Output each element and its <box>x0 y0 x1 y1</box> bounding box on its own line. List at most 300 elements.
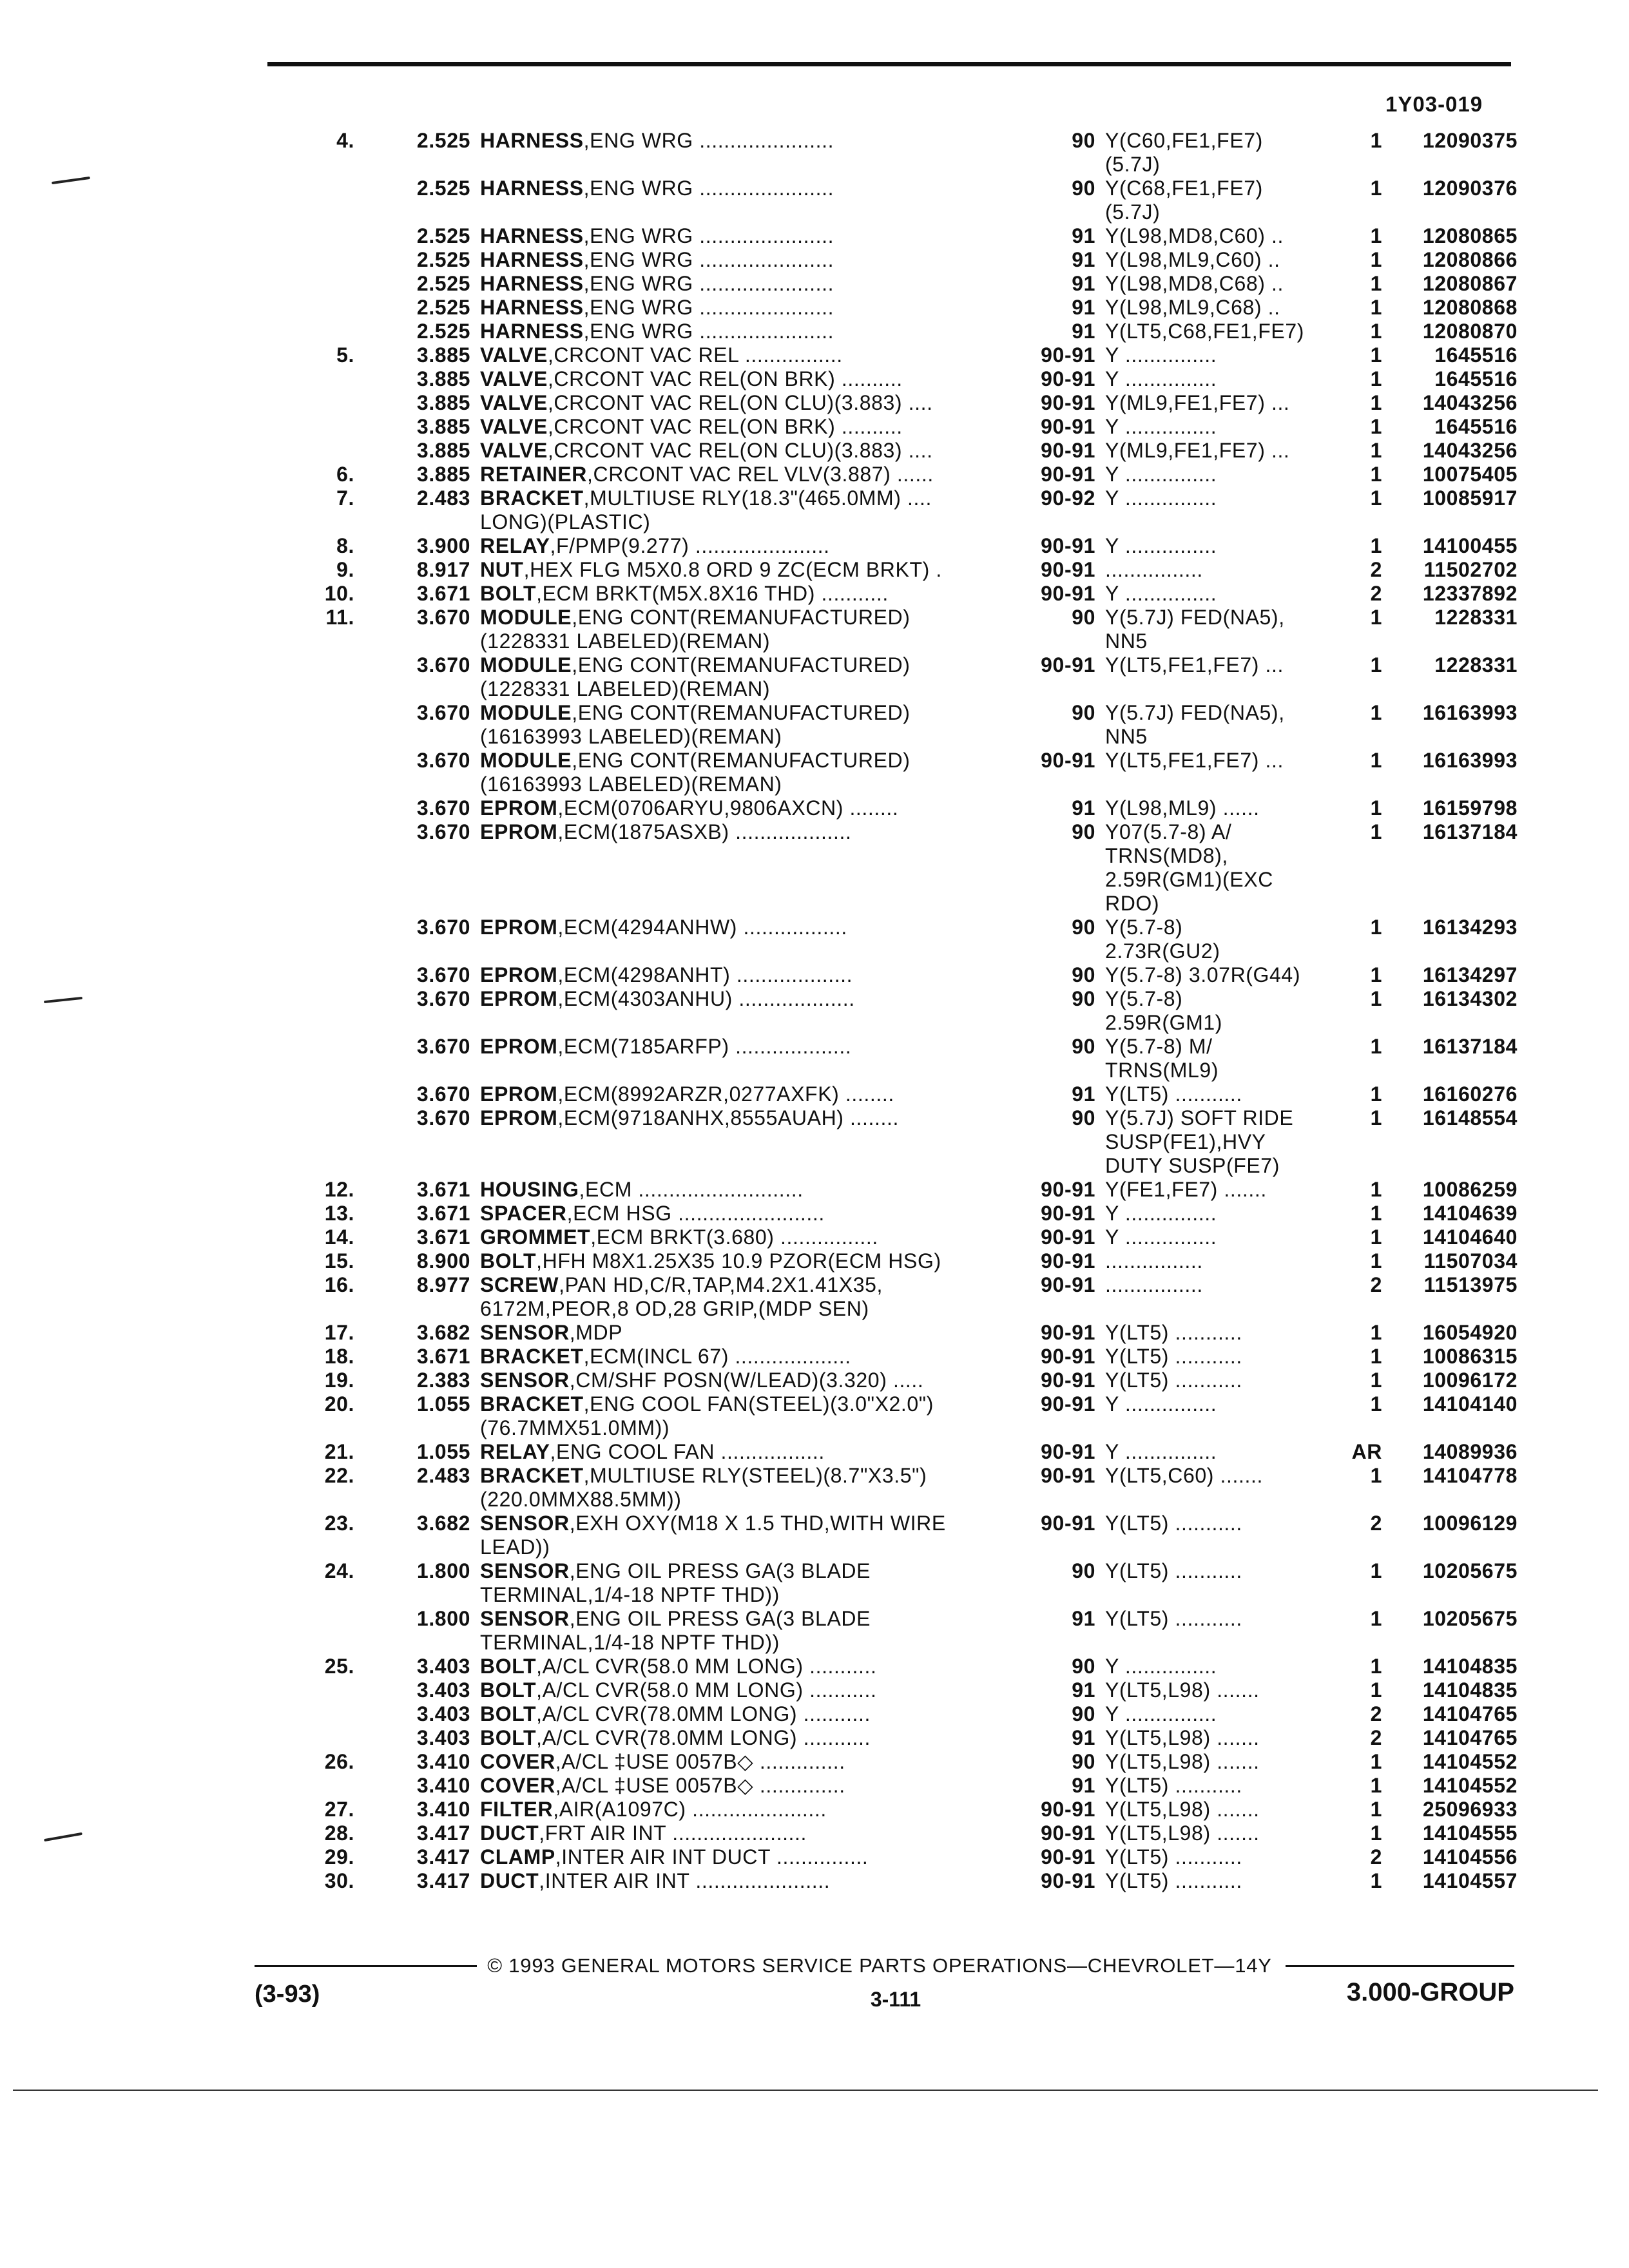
group-number: 3.670 <box>416 606 470 629</box>
quantity: 1 <box>1370 224 1382 247</box>
quantity: 1 <box>1370 463 1382 486</box>
quantity: 1 <box>1370 820 1382 843</box>
usage <box>1105 749 1331 773</box>
description-line: LONG)(PLASTIC) <box>480 510 651 533</box>
part-description <box>480 272 1018 296</box>
part-number: 1228331 <box>1434 606 1518 629</box>
usage-line: Y ............... <box>1105 582 1217 605</box>
usage-line: NN5 <box>1105 629 1148 653</box>
part-row <box>0 1869 1629 1893</box>
part-name: EPROM <box>480 963 558 986</box>
part-name: SENSOR <box>480 1369 570 1392</box>
usage-line: Y(LT5) ........... <box>1105 1369 1242 1392</box>
part-number: 14104639 <box>1422 1202 1518 1225</box>
usage-line: Y(ML9,FE1,FE7) ... <box>1105 439 1290 462</box>
part-number: 10085917 <box>1422 486 1518 510</box>
part-name: COVER <box>480 1750 555 1773</box>
description-line: LEAD)) <box>480 1535 550 1559</box>
description-line: ,EXH OXY(M18 X 1.5 THD,WITH WIRE <box>569 1512 946 1535</box>
usage-line: Y(LT5,L98) ....... <box>1105 1678 1260 1702</box>
model-year: 90 <box>1072 820 1095 843</box>
description-line: ,CRCONT VAC REL(ON BRK) .......... <box>547 367 903 390</box>
group-number: 1.055 <box>416 1392 470 1416</box>
description-line: (16163993 LABELED)(REMAN) <box>480 725 782 748</box>
part-name: VALVE <box>480 439 548 462</box>
group-number: 3.682 <box>416 1512 470 1535</box>
model-year: 90-91 <box>1041 1845 1095 1869</box>
part-description <box>480 1225 1018 1249</box>
description-line: ,INTER AIR INT DUCT ............... <box>555 1845 869 1869</box>
part-row <box>0 1750 1629 1774</box>
group-number: 2.525 <box>416 272 470 295</box>
description-line: ,MULTIUSE RLY(18.3"(465.0MM) .... <box>583 486 932 510</box>
model-year: 91 <box>1072 272 1095 295</box>
description-line: ,MULTIUSE RLY(STEEL)(8.7"X3.5") <box>583 1464 927 1487</box>
part-row <box>0 248 1629 272</box>
part-row <box>0 320 1629 343</box>
part-description <box>480 1464 1018 1512</box>
part-row <box>0 343 1629 367</box>
usage-line: Y(LT5,FE1,FE7) ... <box>1105 653 1284 677</box>
part-name: RELAY <box>480 1440 550 1463</box>
group-number: 2.525 <box>416 224 470 247</box>
group-number: 3.885 <box>416 367 470 390</box>
part-name: MODULE <box>480 653 572 677</box>
quantity: 1 <box>1370 963 1382 986</box>
item-number: 30. <box>324 1869 354 1892</box>
usage-line: Y ............... <box>1105 534 1217 557</box>
group-number: 3.671 <box>416 1202 470 1225</box>
description-line: ,ENG WRG ...................... <box>583 272 834 295</box>
usage <box>1105 463 1331 486</box>
part-number: 14104765 <box>1422 1726 1518 1749</box>
part-name: BRACKET <box>480 1464 584 1487</box>
model-year: 90-91 <box>1041 1392 1095 1416</box>
usage-line: TRNS(MD8), <box>1105 844 1228 867</box>
part-number: 12080870 <box>1422 320 1518 343</box>
model-year: 90-91 <box>1041 1321 1095 1344</box>
description-line: ,ECM HSG ........................ <box>566 1202 825 1225</box>
model-year: 90-91 <box>1041 367 1095 390</box>
usage-line: Y ............... <box>1105 1392 1217 1416</box>
part-description <box>480 701 1018 749</box>
quantity: 1 <box>1370 1392 1382 1416</box>
description-line: TERMINAL,1/4-18 NPTF THD)) <box>480 1631 780 1654</box>
part-number: 14043256 <box>1422 391 1518 414</box>
description-line: (220.0MMX88.5MM)) <box>480 1488 682 1511</box>
item-number: 15. <box>324 1249 354 1273</box>
part-row <box>0 1845 1629 1869</box>
part-name: HOUSING <box>480 1178 579 1201</box>
quantity: 2 <box>1370 582 1382 605</box>
part-description <box>480 606 1018 653</box>
quantity: 1 <box>1370 1082 1382 1106</box>
part-name: EPROM <box>480 1106 558 1129</box>
model-year: 90 <box>1072 1035 1095 1058</box>
usage-line: ................ <box>1105 1273 1203 1296</box>
usage-line: Y ............... <box>1105 343 1217 367</box>
usage-line: Y(5.7-8) <box>1105 916 1183 939</box>
part-description <box>480 653 1018 701</box>
usage-line: Y(LT5,L98) ....... <box>1105 1821 1260 1845</box>
usage-line: Y(LT5,L98) ....... <box>1105 1750 1260 1773</box>
part-name: HARNESS <box>480 177 584 200</box>
quantity: 1 <box>1370 1774 1382 1797</box>
parts-list <box>0 129 1629 1893</box>
model-year: 91 <box>1072 224 1095 247</box>
part-number: 14104765 <box>1422 1702 1518 1725</box>
group-number: 3.403 <box>416 1655 470 1678</box>
group-number: 3.410 <box>416 1774 470 1797</box>
usage <box>1105 486 1331 510</box>
part-row <box>0 582 1629 606</box>
part-description <box>480 916 1018 939</box>
usage <box>1105 606 1331 653</box>
usage-line: NN5 <box>1105 725 1148 748</box>
quantity: 1 <box>1370 1369 1382 1392</box>
item-number: 25. <box>324 1655 354 1678</box>
part-number: 1645516 <box>1434 367 1518 390</box>
part-number: 1645516 <box>1434 343 1518 367</box>
part-description <box>480 1869 1018 1893</box>
usage <box>1105 1702 1331 1726</box>
part-number: 1645516 <box>1434 415 1518 438</box>
part-description <box>480 1559 1018 1607</box>
usage-line: ................ <box>1105 1249 1203 1273</box>
part-name: MODULE <box>480 606 572 629</box>
group-number: 3.670 <box>416 1035 470 1058</box>
part-name: CLAMP <box>480 1845 555 1869</box>
usage-line: 2.59R(GM1)(EXC <box>1105 868 1273 891</box>
part-number: 12080868 <box>1422 296 1518 319</box>
quantity: 1 <box>1370 796 1382 820</box>
part-description <box>480 1750 1018 1774</box>
description-line: ,ECM(4303ANHU) ................... <box>557 987 855 1010</box>
part-description <box>480 1106 1018 1130</box>
part-description <box>480 558 1018 582</box>
model-year: 90-91 <box>1041 1821 1095 1845</box>
part-row <box>0 1225 1629 1249</box>
top-rule <box>267 62 1511 66</box>
part-description <box>480 296 1018 320</box>
part-number: 12080867 <box>1422 272 1518 295</box>
group-number: 3.670 <box>416 796 470 820</box>
group-number: 3.670 <box>416 963 470 986</box>
group-number: 2.383 <box>416 1369 470 1392</box>
usage <box>1105 1369 1331 1392</box>
part-row <box>0 1726 1629 1750</box>
part-row <box>0 1512 1629 1559</box>
part-description <box>480 963 1018 987</box>
usage-line: Y ............... <box>1105 486 1217 510</box>
usage-line: Y ............... <box>1105 1655 1217 1678</box>
usage <box>1105 1821 1331 1845</box>
footer-rule-right <box>1286 1965 1514 1967</box>
model-year: 90 <box>1072 987 1095 1010</box>
part-row <box>0 1369 1629 1392</box>
description-line: ,MDP <box>569 1321 623 1344</box>
model-year: 90-91 <box>1041 1225 1095 1249</box>
group-number: 2.483 <box>416 486 470 510</box>
usage <box>1105 1345 1331 1369</box>
part-row <box>0 1345 1629 1369</box>
part-description <box>480 749 1018 796</box>
part-description <box>480 820 1018 844</box>
group-number: 3.417 <box>416 1869 470 1892</box>
model-year: 90-91 <box>1041 1178 1095 1201</box>
item-number: 6. <box>336 463 354 486</box>
part-name: VALVE <box>480 391 548 414</box>
group-number: 3.682 <box>416 1321 470 1344</box>
quantity: 1 <box>1370 1678 1382 1702</box>
group-number: 3.403 <box>416 1702 470 1725</box>
part-name: SENSOR <box>480 1559 570 1582</box>
part-description <box>480 129 1018 153</box>
part-name: BOLT <box>480 1655 537 1678</box>
usage-line: Y(LT5,L98) ....... <box>1105 1798 1260 1821</box>
usage-line: Y(5.7J) FED(NA5), <box>1105 701 1285 724</box>
part-number: 14104557 <box>1422 1869 1518 1892</box>
model-year: 91 <box>1072 796 1095 820</box>
usage-line: Y ............... <box>1105 1225 1217 1249</box>
usage-line: Y(FE1,FE7) ....... <box>1105 1178 1267 1201</box>
model-year: 91 <box>1072 1726 1095 1749</box>
usage-line: Y(L98,MD8,C60) .. <box>1105 224 1284 247</box>
model-year: 90-91 <box>1041 415 1095 438</box>
quantity: 1 <box>1370 1821 1382 1845</box>
part-name: HARNESS <box>480 224 584 247</box>
group-number: 3.670 <box>416 987 470 1010</box>
group-number: 3.671 <box>416 1345 470 1368</box>
item-number: 27. <box>324 1798 354 1821</box>
description-line: ,ECM BRKT(3.680) ................ <box>590 1225 878 1249</box>
usage-line: DUTY SUSP(FE7) <box>1105 1154 1280 1177</box>
usage <box>1105 1249 1331 1273</box>
usage <box>1105 916 1331 963</box>
usage-line: Y(LT5) ........... <box>1105 1321 1242 1344</box>
usage-line: Y(L98,ML9,C60) .. <box>1105 248 1280 271</box>
model-year: 91 <box>1072 1082 1095 1106</box>
part-description <box>480 1678 1018 1702</box>
usage-line: 2.59R(GM1) <box>1105 1011 1223 1034</box>
part-name: SENSOR <box>480 1607 570 1630</box>
part-name: BRACKET <box>480 1392 584 1416</box>
part-number: 16134302 <box>1422 987 1518 1010</box>
part-name: MODULE <box>480 749 572 772</box>
usage-line: Y(5.7-8) M/ <box>1105 1035 1213 1058</box>
item-number: 19. <box>324 1369 354 1392</box>
usage-line: Y(LT5) ........... <box>1105 1559 1242 1582</box>
usage <box>1105 1798 1331 1821</box>
quantity: 1 <box>1370 296 1382 319</box>
description-line: ,A/CL CVR(78.0MM LONG) ........... <box>536 1726 871 1749</box>
part-description <box>480 1321 1018 1345</box>
description-line: ,F/PMP(9.277) ...................... <box>550 534 830 557</box>
model-year: 90-91 <box>1041 558 1095 581</box>
part-description <box>480 1821 1018 1845</box>
group-number: 3.417 <box>416 1845 470 1869</box>
model-year: 90 <box>1072 1750 1095 1773</box>
usage-line: Y(L98,MD8,C68) .. <box>1105 272 1284 295</box>
item-number: 16. <box>324 1273 354 1296</box>
model-year: 91 <box>1072 1774 1095 1797</box>
part-row <box>0 1273 1629 1321</box>
part-name: SENSOR <box>480 1321 570 1344</box>
group-number: 1.055 <box>416 1440 470 1463</box>
quantity: 1 <box>1370 606 1382 629</box>
part-name: EPROM <box>480 796 558 820</box>
model-year: 90-91 <box>1041 1869 1095 1892</box>
part-number: 14100455 <box>1422 534 1518 557</box>
usage-line: Y ............... <box>1105 415 1217 438</box>
quantity: 1 <box>1370 1178 1382 1201</box>
part-row <box>0 129 1629 177</box>
part-name: MODULE <box>480 701 572 724</box>
model-year: 90-91 <box>1041 1345 1095 1368</box>
model-year: 91 <box>1072 320 1095 343</box>
part-name: HARNESS <box>480 320 584 343</box>
part-name: SCREW <box>480 1273 559 1296</box>
item-number: 22. <box>324 1464 354 1487</box>
description-line: ,AIR(A1097C) ...................... <box>553 1798 827 1821</box>
part-name: EPROM <box>480 1082 558 1106</box>
footer-rule-left <box>255 1965 477 1967</box>
part-number: 16160276 <box>1422 1082 1518 1106</box>
description-line: ,ENG WRG ...................... <box>583 129 834 152</box>
part-description <box>480 1774 1018 1798</box>
model-year: 90-91 <box>1041 391 1095 414</box>
usage <box>1105 1559 1331 1583</box>
description-line: ,CM/SHF POSN(W/LEAD)(3.320) ..... <box>569 1369 924 1392</box>
model-year: 90 <box>1072 1655 1095 1678</box>
part-description <box>480 1345 1018 1369</box>
usage-line: Y(5.7-8) 3.07R(G44) <box>1105 963 1301 986</box>
model-year: 90-91 <box>1041 439 1095 462</box>
description-line: ,ECM(4294ANHW) ................. <box>557 916 847 939</box>
usage-line: Y(LT5) ........... <box>1105 1845 1242 1869</box>
part-name: BOLT <box>480 1249 537 1273</box>
description-line: ,CRCONT VAC REL(ON CLU)(3.883) .... <box>547 439 933 462</box>
part-number: 16054920 <box>1422 1321 1518 1344</box>
usage <box>1105 1464 1331 1488</box>
part-name: EPROM <box>480 820 558 843</box>
usage-line: ................ <box>1105 558 1203 581</box>
usage-line: Y(C68,FE1,FE7) <box>1105 177 1263 200</box>
part-number: 14104835 <box>1422 1655 1518 1678</box>
part-number: 16159798 <box>1422 796 1518 820</box>
part-number: 16134297 <box>1422 963 1518 986</box>
item-number: 9. <box>336 558 354 581</box>
description-line: ,CRCONT VAC REL VLV(3.887) ...... <box>587 463 934 486</box>
group-number: 3.670 <box>416 653 470 677</box>
footer-copyright: © 1993 GENERAL MOTORS SERVICE PARTS OPERATIONS—CHEVROLET—14Y <box>487 1954 1272 1977</box>
usage-line: Y(LT5,L98) ....... <box>1105 1726 1260 1749</box>
usage <box>1105 439 1331 463</box>
page-id: 1Y03-019 <box>1385 92 1483 116</box>
model-year: 90-91 <box>1041 1512 1095 1535</box>
part-number: 10205675 <box>1422 1559 1518 1582</box>
part-number: 10205675 <box>1422 1607 1518 1630</box>
part-description <box>480 1607 1018 1655</box>
part-name: BRACKET <box>480 1345 584 1368</box>
quantity: 2 <box>1370 1726 1382 1749</box>
part-name: DUCT <box>480 1821 539 1845</box>
usage-line: Y(LT5) ........... <box>1105 1345 1242 1368</box>
quantity: 1 <box>1370 486 1382 510</box>
group-number: 2.525 <box>416 177 470 200</box>
quantity: 1 <box>1370 701 1382 724</box>
part-description <box>480 1035 1018 1059</box>
part-description <box>480 224 1018 248</box>
item-number: 24. <box>324 1559 354 1582</box>
part-row <box>0 1106 1629 1178</box>
part-name: EPROM <box>480 1035 558 1058</box>
usage <box>1105 1440 1331 1464</box>
part-description <box>480 248 1018 272</box>
usage <box>1105 1750 1331 1774</box>
quantity: 1 <box>1370 1035 1382 1058</box>
part-row <box>0 820 1629 916</box>
quantity: 1 <box>1370 177 1382 200</box>
part-row <box>0 1559 1629 1607</box>
part-name: VALVE <box>480 343 548 367</box>
description-line: (76.7MMX51.0MM)) <box>480 1416 670 1439</box>
usage <box>1105 1082 1331 1106</box>
usage <box>1105 1178 1331 1202</box>
footer-page-number: 3-111 <box>870 1988 921 2011</box>
item-number: 13. <box>324 1202 354 1225</box>
usage-line: Y(C60,FE1,FE7) <box>1105 129 1263 152</box>
group-number: 2.525 <box>416 296 470 319</box>
model-year: 90-92 <box>1041 486 1095 510</box>
description-line: ,FRT AIR INT ...................... <box>539 1821 807 1845</box>
usage <box>1105 177 1331 224</box>
usage-line: Y(5.7-8) <box>1105 987 1183 1010</box>
group-number: 3.671 <box>416 582 470 605</box>
part-description <box>480 439 1018 463</box>
part-name: BOLT <box>480 1678 537 1702</box>
model-year: 90 <box>1072 1702 1095 1725</box>
part-number: 14104835 <box>1422 1678 1518 1702</box>
description-line: ,ENG WRG ...................... <box>583 296 834 319</box>
quantity: 1 <box>1370 415 1382 438</box>
part-row <box>0 1464 1629 1512</box>
part-number: 14104555 <box>1422 1821 1518 1845</box>
part-number: 14104552 <box>1422 1750 1518 1773</box>
usage-line: Y(L98,ML9,C68) .. <box>1105 296 1280 319</box>
group-number: 1.800 <box>416 1559 470 1582</box>
description-line: 6172M,PEOR,8 OD,28 GRIP,(MDP SEN) <box>480 1297 869 1320</box>
part-row <box>0 1678 1629 1702</box>
usage <box>1105 224 1331 248</box>
group-number: 3.670 <box>416 1082 470 1106</box>
model-year: 90-91 <box>1041 582 1095 605</box>
part-row <box>0 272 1629 296</box>
usage-line: Y(LT5) ........... <box>1105 1869 1242 1892</box>
item-number: 11. <box>325 606 354 629</box>
part-number: 16137184 <box>1422 1035 1518 1058</box>
footer-date: (3-93) <box>255 1981 320 2008</box>
usage <box>1105 1106 1331 1178</box>
quantity: 2 <box>1370 1702 1382 1725</box>
usage <box>1105 987 1331 1035</box>
usage-line: (5.7J) <box>1105 200 1161 224</box>
quantity: 1 <box>1370 987 1382 1010</box>
group-number: 2.525 <box>416 248 470 271</box>
part-number: 10086259 <box>1422 1178 1518 1201</box>
group-number: 3.670 <box>416 1106 470 1129</box>
quantity: 1 <box>1370 1321 1382 1344</box>
